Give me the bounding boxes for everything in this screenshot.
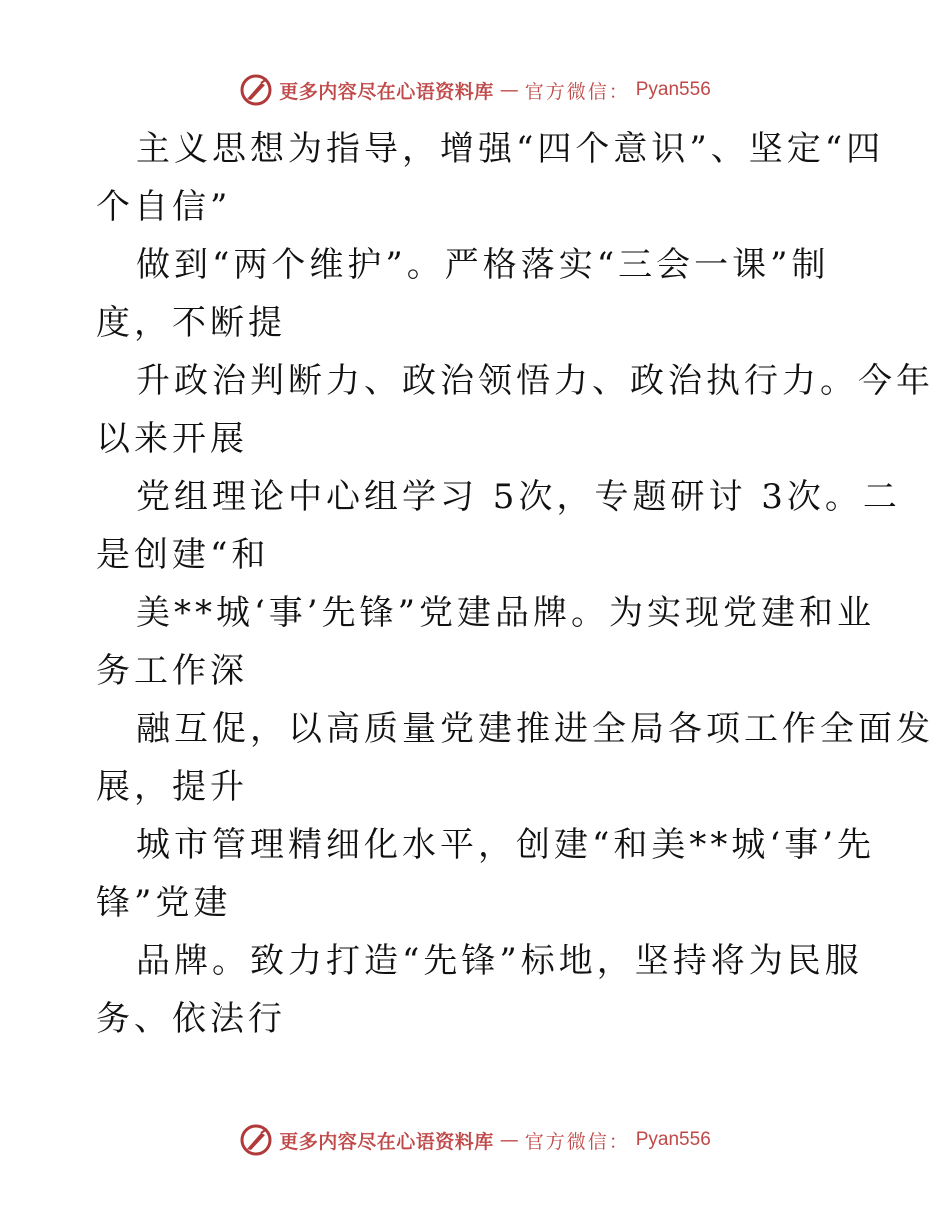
paragraph-line: 是创建“和 [96, 535, 270, 575]
paragraph [96, 468, 901, 584]
paragraph-line: 度，不断提 [96, 303, 286, 343]
paragraph [96, 816, 875, 932]
watermark-separator: — [499, 79, 519, 101]
paragraph [96, 120, 885, 236]
paragraph-line: 以来开展 [96, 419, 248, 459]
paragraph-line: 美**城‘事’先锋”党建品牌。为实现党建和业 [136, 593, 875, 633]
watermark-brand-text: 更多内容尽在心语资料库 [279, 1130, 494, 1153]
paragraph-line: 展，提升 [96, 767, 248, 807]
watermark-wechat-id: Pyan556 [635, 1129, 711, 1150]
paragraph-line: 锋”党建 [96, 883, 232, 923]
watermark-wechat-label: 官方微信： [524, 1130, 630, 1153]
paragraph-line: 城市管理精细化水平，创建“和美**城‘事’先 [136, 825, 875, 865]
watermark-wechat-label: 官方微信： [524, 80, 630, 103]
document-body [96, 120, 934, 1048]
header-watermark [0, 70, 950, 110]
watermark-wechat-id: Pyan556 [635, 79, 711, 100]
paragraph [96, 932, 863, 1048]
paragraph-line: 升政治判断力、政治领悟力、政治执行力。今年 [136, 361, 934, 401]
paragraph-line: 主义思想为指导，增强“四个意识”、坚定“四 [136, 129, 885, 169]
paragraph-line: 务工作深 [96, 651, 248, 691]
paragraph [96, 584, 875, 700]
paragraph-line: 品牌。致力打造“先锋”标地，坚持将为民服 [136, 941, 863, 981]
quill-logo-icon [239, 1123, 273, 1157]
paragraph [96, 700, 934, 816]
paragraph-line: 务、依法行 [96, 999, 286, 1039]
quill-logo-icon [239, 73, 273, 107]
paragraph [96, 236, 856, 352]
paragraph-line: 做到“两个维护”。严格落实“三会一课”制 [136, 245, 830, 285]
footer-watermark [0, 1120, 950, 1160]
paragraph [96, 352, 934, 468]
paragraph-line: 党组理论中心组学习 5次，专题研讨 3次。二 [136, 477, 901, 517]
paragraph-line: 个自信” [96, 187, 232, 227]
watermark-brand-text: 更多内容尽在心语资料库 [279, 80, 494, 103]
watermark-separator: — [499, 1129, 519, 1151]
paragraph-line: 融互促，以高质量党建推进全局各项工作全面发 [136, 709, 934, 749]
